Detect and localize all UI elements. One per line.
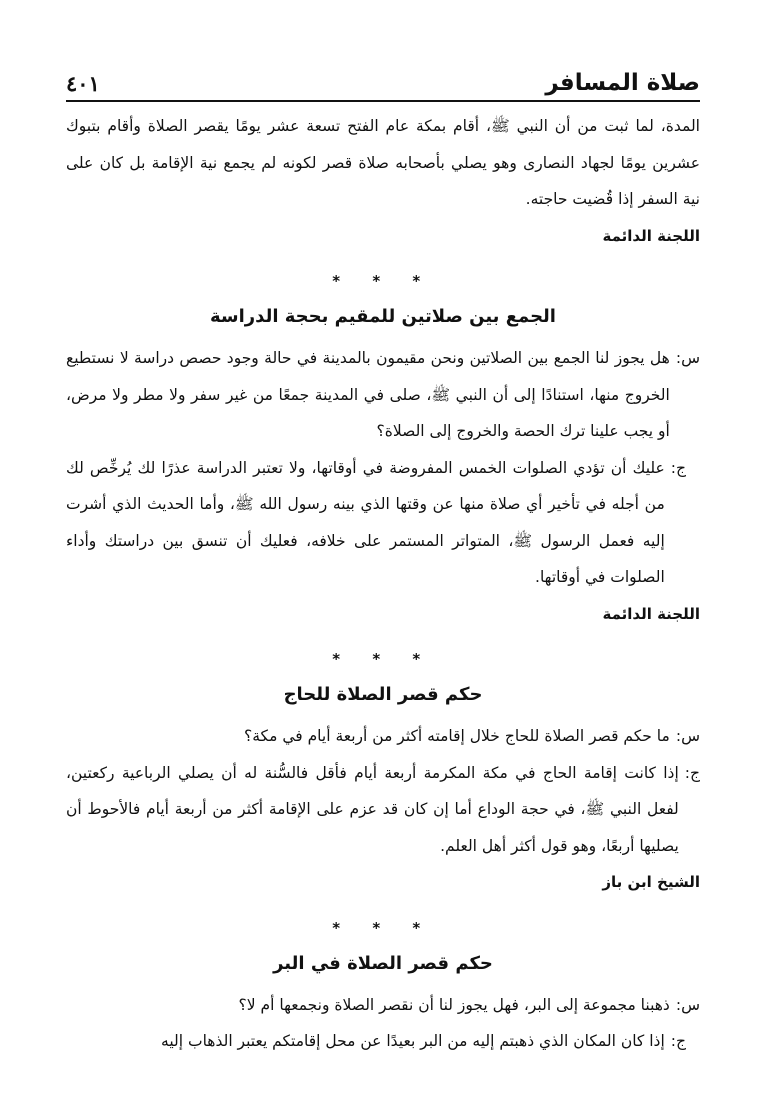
answer-text: إذا كان المكان الذي ذهبتم إليه من البر بعيدًا عن محل إقامتكم يعتبر الذهاب إليه <box>161 1032 665 1050</box>
intro-paragraph: المدة، لما ثبت من أن النبي ﷺ، أقام بمكة عام الفتح تسعة عشر يومًا يقصر الصلاة وأقام بتبوك عشرين يومًا لجهاد النصارى وهو يصلي بأصحابه صلاة قصر لكونه لم يجمع نية الإقامة بل كان على نية السفر إذا قُضيت حاجته. <box>66 117 700 208</box>
running-title: صلاة المسافر <box>545 70 700 96</box>
question-prefix: س: <box>675 349 700 367</box>
page-body <box>66 108 700 1060</box>
section-signature: الشيخ ابن باز <box>602 873 700 891</box>
answer <box>66 1023 700 1060</box>
section-separator: * * * <box>332 272 434 290</box>
answer <box>66 755 700 865</box>
answer-prefix: ج: <box>670 458 686 477</box>
answer-prefix: ج: <box>670 1032 686 1050</box>
section-signature: اللجنة الدائمة <box>602 604 700 623</box>
header-rule <box>66 100 700 102</box>
page-header <box>66 60 700 96</box>
question-prefix: س: <box>675 995 700 1014</box>
question <box>66 987 700 1024</box>
answer-prefix: ج: <box>684 763 700 782</box>
question-text: هل يجوز لنا الجمع بين الصلاتين ونحن مقيمون بالمدينة في حالة وجود حصص دراسة لا نستطيع الخروج منها، استنادًا إلى أن النبي ﷺ، صلى في المدينة جمعًا من غير سفر ولا مطر ولا مرض، أو يجب علينا ترك الحصة والخروج إلى الصلاة؟ <box>66 349 670 440</box>
question-text: ما حكم قصر الصلاة للحاج خلال إقامته أكثر من أربعة أيام في مكة؟ <box>244 727 670 745</box>
intro-signature: اللجنة الدائمة <box>602 226 700 245</box>
section-heading: حكم قصر الصلاة للحاج <box>283 684 483 705</box>
section-heading: الجمع بين صلاتين للمقيم بحجة الدراسة <box>210 306 556 327</box>
question-prefix: س: <box>675 727 700 745</box>
section-heading: حكم قصر الصلاة في البر <box>273 952 493 974</box>
question <box>66 340 700 450</box>
answer <box>66 450 700 596</box>
page-number: ٤٠١ <box>66 71 100 96</box>
question <box>66 718 700 755</box>
section-separator: * * * <box>332 650 434 668</box>
answer-text: عليك أن تؤدي الصلوات الخمس المفروضة في أوقاتها، ولا تعتبر الدراسة عذرًا لك يُرخِّص لك من أجله في تأخير أي صلاة منها عن وقتها الذي بينه رسول الله ﷺ، وأما الحديث الذي أشرت إليه فعمل الرسول ﷺ، المتواتر المستمر على خلافه، فعليك أن تنسق بين دراستك وأداء الصلوات في أوقاتها. <box>66 458 665 586</box>
answer-text: إذا كانت إقامة الحاج في مكة المكرمة أربعة أيام فأقل فالسُّنة له أن يصلي الرباعية ركعتين، لفعل النبي ﷺ، في حجة الوداع أما إن كان قد عزم على الإقامة أكثر من أربعة أيام فالأحوط أن يصليها أربعًا، وهو قول أكثر أهل العلم. <box>66 763 679 855</box>
section-separator: * * * <box>332 918 434 937</box>
question-text: ذهبنا مجموعة إلى البر، فهل يجوز لنا أن نقصر الصلاة ونجمعها أم لا؟ <box>238 995 670 1014</box>
